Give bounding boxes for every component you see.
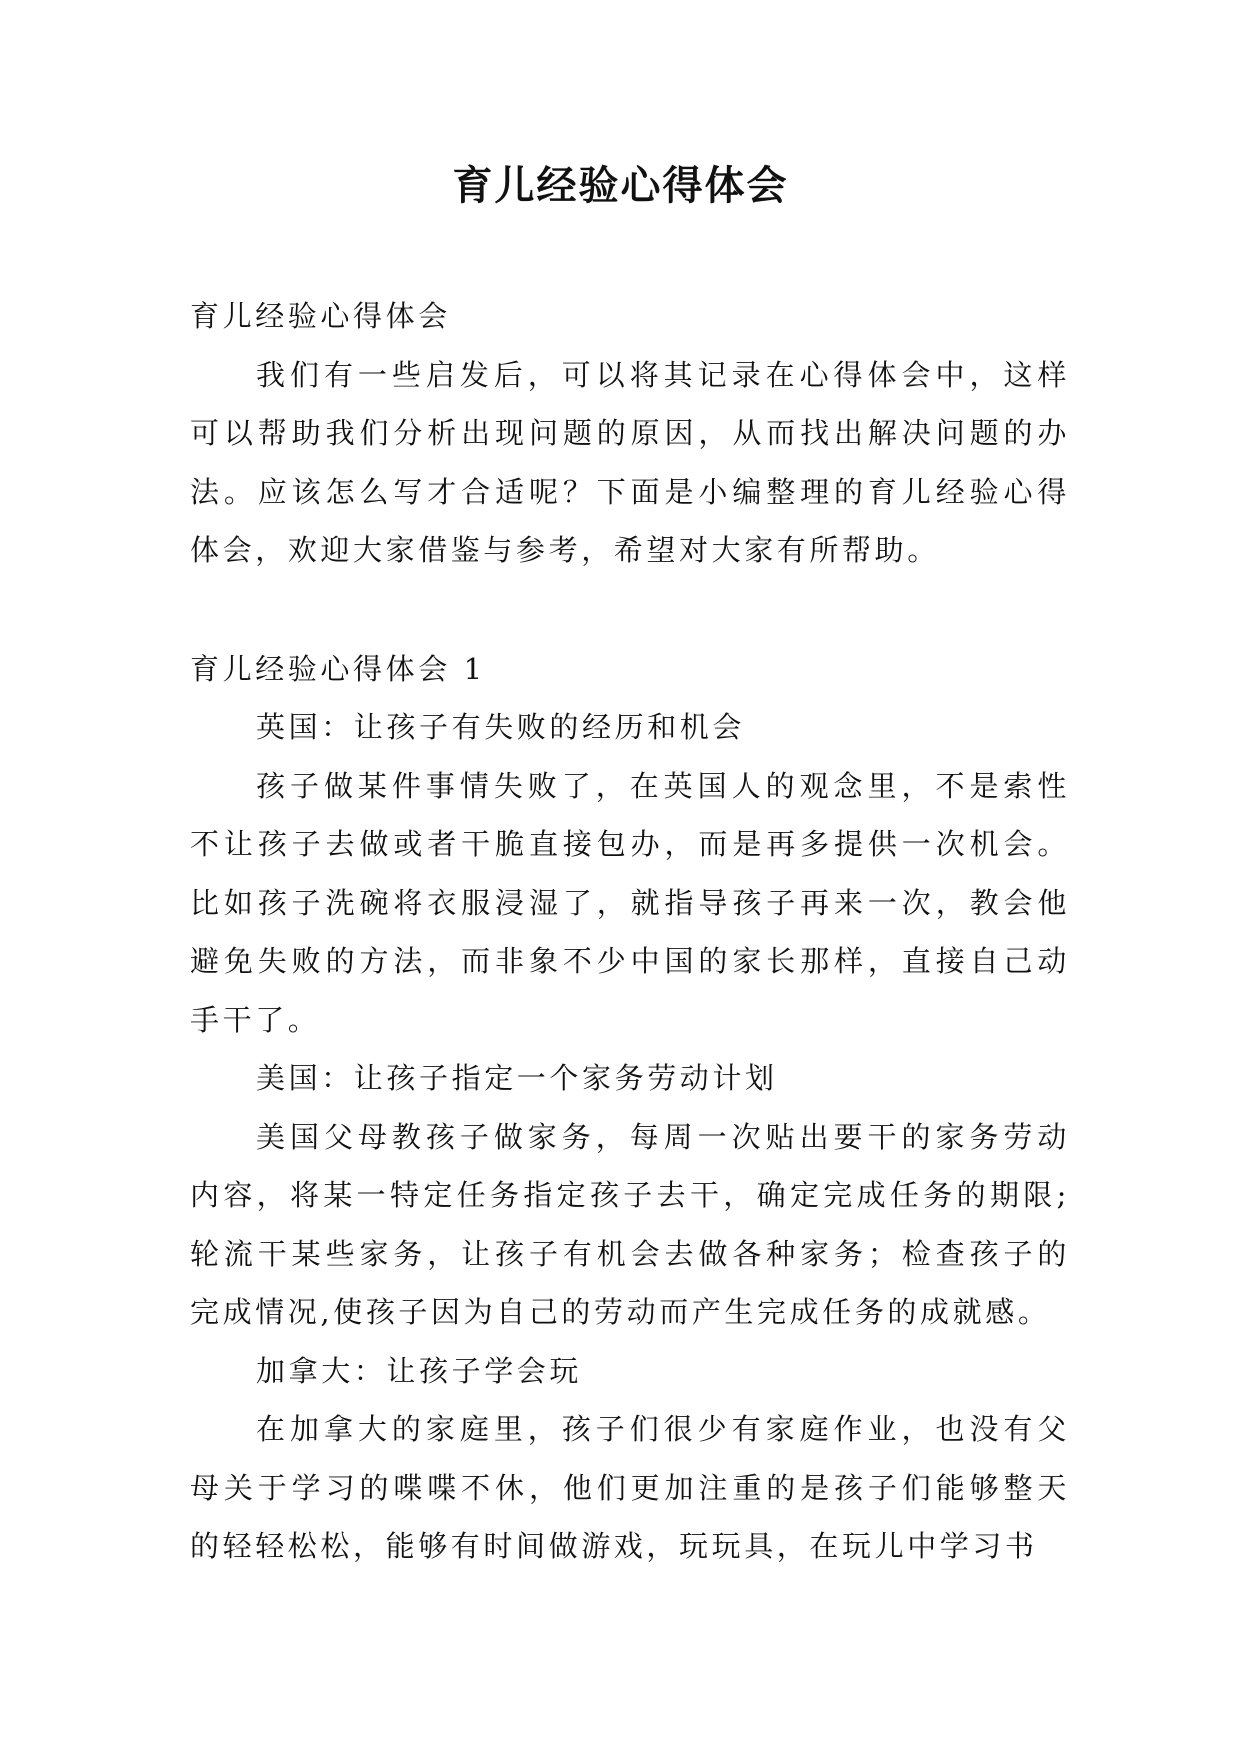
us-heading: 美国：让孩子指定一个家务劳动计划 [256,1061,778,1095]
canada-heading: 加拿大：让孩子学会玩 [256,1353,583,1388]
us-paragraph: 美国父母教孩子做家务，每周一次贴出要干的家务劳动内容，将某一特定任务指定孩子去干，确定完成任务的期限;轮流干某些家务，让孩子有机会去做各种家务；检查孩子的完成情况,使孩子因为自己的劳动而产生完成任务的成就感。 [190,1119,1070,1329]
uk-paragraph: 孩子做某件事情失败了，在英国人的观念里，不是索性不让孩子去做或者干脆直接包办，而是再多提供一次机会。比如孩子洗碗将衣服浸湿了，就指导孩子再来一次，教会他避免失败的方法，而非象不少中国的家长那样，直接自己动手干了。 [190,768,1070,1037]
section-spacer [190,580,1070,640]
document-body [190,287,1070,1576]
document-title: 育儿经验心得体会 [452,163,789,209]
intro-paragraph: 我们有一些启发后，可以将其记录在心得体会中，这样可以帮助我们分析出现问题的原因，从而找出解决问题的办法。应该怎么写才合适呢？下面是小编整理的育儿经验心得体会，欢迎大家借鉴与参考，希望对大家有所帮助。 [190,357,1070,567]
canada-paragraph: 在加拿大的家庭里，孩子们很少有家庭作业，也没有父母关于学习的喋喋不休，他们更加注重的是孩子们能够整天的轻轻松松，能够有时间做游戏，玩玩具，在玩儿中学习书 [190,1412,1070,1563]
intro-heading: 育儿经验心得体会 [190,299,451,333]
uk-heading: 英国：让孩子有失败的经历和机会 [256,710,746,744]
section-heading: 育儿经验心得体会 1 [190,651,486,686]
